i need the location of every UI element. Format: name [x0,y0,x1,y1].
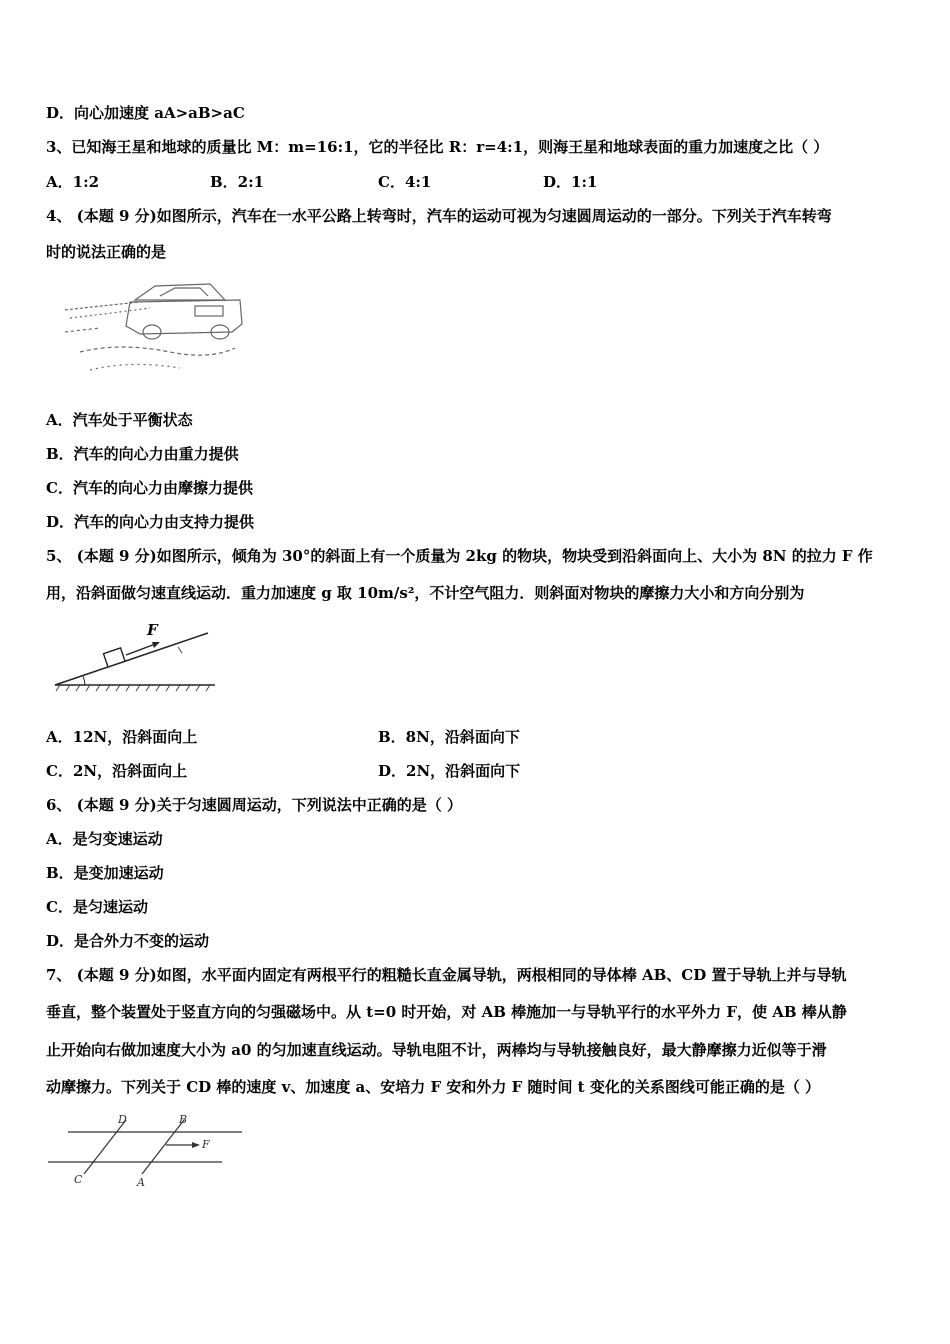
q4-stem-line1: 4、 (本题 9 分)如图所示，汽车在一水平公路上转弯时，汽车的运动可视为匀速圆周运动的一部分。下列关于汽车转弯 [46,207,832,225]
q6-option-a: A．是匀变速运动 [46,830,163,848]
q7-stem-line2: 垂直，整个装置处于竖直方向的匀强磁场中。从 t=0 时开始，对 AB 棒施加一与导轨平行的水平外力 F，使 AB 棒从静 [46,1003,847,1021]
label-c: C [74,1173,83,1186]
incline-surface [55,633,208,685]
q4-option-d: D．汽车的向心力由支持力提供 [46,513,255,531]
q5-option-a: A．12N，沿斜面向上 [46,728,198,746]
q5-stem-line2: 用，沿斜面做匀速直线运动．重力加速度 g 取 10m/s²，不计空气阻力．则斜面对物块的摩擦力大小和方向分别为 [46,584,805,602]
q4-stem-line2: 时的说法正确的是 [46,243,167,261]
q7-stem-line1: 7、 (本题 9 分)如图，水平面内固定有两根平行的粗糙长直金属导轨，两根相同的导体棒 AB、CD 置于导轨上并与导轨 [46,966,847,984]
q4-option-a: A．汽车处于平衡状态 [46,411,193,429]
q3-option-b: B．2:1 [210,173,265,191]
q2-option-d: D．向心加速度 aA>aB>aC [46,104,245,122]
q5-option-b: B．8N，沿斜面向下 [378,728,520,746]
q6-option-c: C．是匀速运动 [46,898,148,916]
q5-stem-line1: 5、 (本题 9 分)如图所示，倾角为 30°的斜面上有一个质量为 2kg 的物块，物块受到沿斜面向上、大小为 8N 的拉力 F 作 [46,547,873,565]
incline-figure [50,615,220,700]
angle-arc [83,676,85,685]
block [103,648,125,667]
q3-option-a: A．1:2 [46,173,100,191]
rails-figure [44,1110,249,1190]
label-a: A [137,1176,145,1189]
label-b: B [179,1113,188,1126]
q5-option-d: D．2N，沿斜面向下 [378,762,521,780]
q7-stem-line3: 止开始向右做加速度大小为 a0 的匀加速直线运动。导轨电阻不计，两棒均与导轨接触良好，最大静摩擦力近似等于滑 [46,1041,827,1059]
q5-option-c: C．2N，沿斜面向上 [46,762,188,780]
q3-option-d: D．1:1 [543,173,598,191]
label-f: F [202,1138,210,1151]
q3-option-c: C．4:1 [378,173,432,191]
q7-stem-line4: 动摩擦力。下列关于 CD 棒的速度 v、加速度 a、安培力 F 安和外力 F 随时间 t 变化的关系图线可能正确的是（ ） [46,1078,821,1096]
rod-ab [142,1120,184,1174]
q4-option-b: B．汽车的向心力由重力提供 [46,445,239,463]
q6-stem: 6、 (本题 9 分)关于匀速圆周运动，下列说法中正确的是（ ） [46,796,462,814]
q4-option-c: C．汽车的向心力由摩擦力提供 [46,479,253,497]
q3-stem: 3、已知海王星和地球的质量比 M：m=16:1，它的半径比 R：r=4:1，则海王星和地球表面的重力加速度之比（ ） [46,138,829,156]
rod-cd [84,1120,126,1174]
q6-option-d: D．是合外力不变的运动 [46,932,210,950]
force-label: F [147,621,158,639]
q6-option-b: B．是变加速运动 [46,864,164,882]
label-d: D [118,1113,127,1126]
car-turning-figure [60,272,245,392]
